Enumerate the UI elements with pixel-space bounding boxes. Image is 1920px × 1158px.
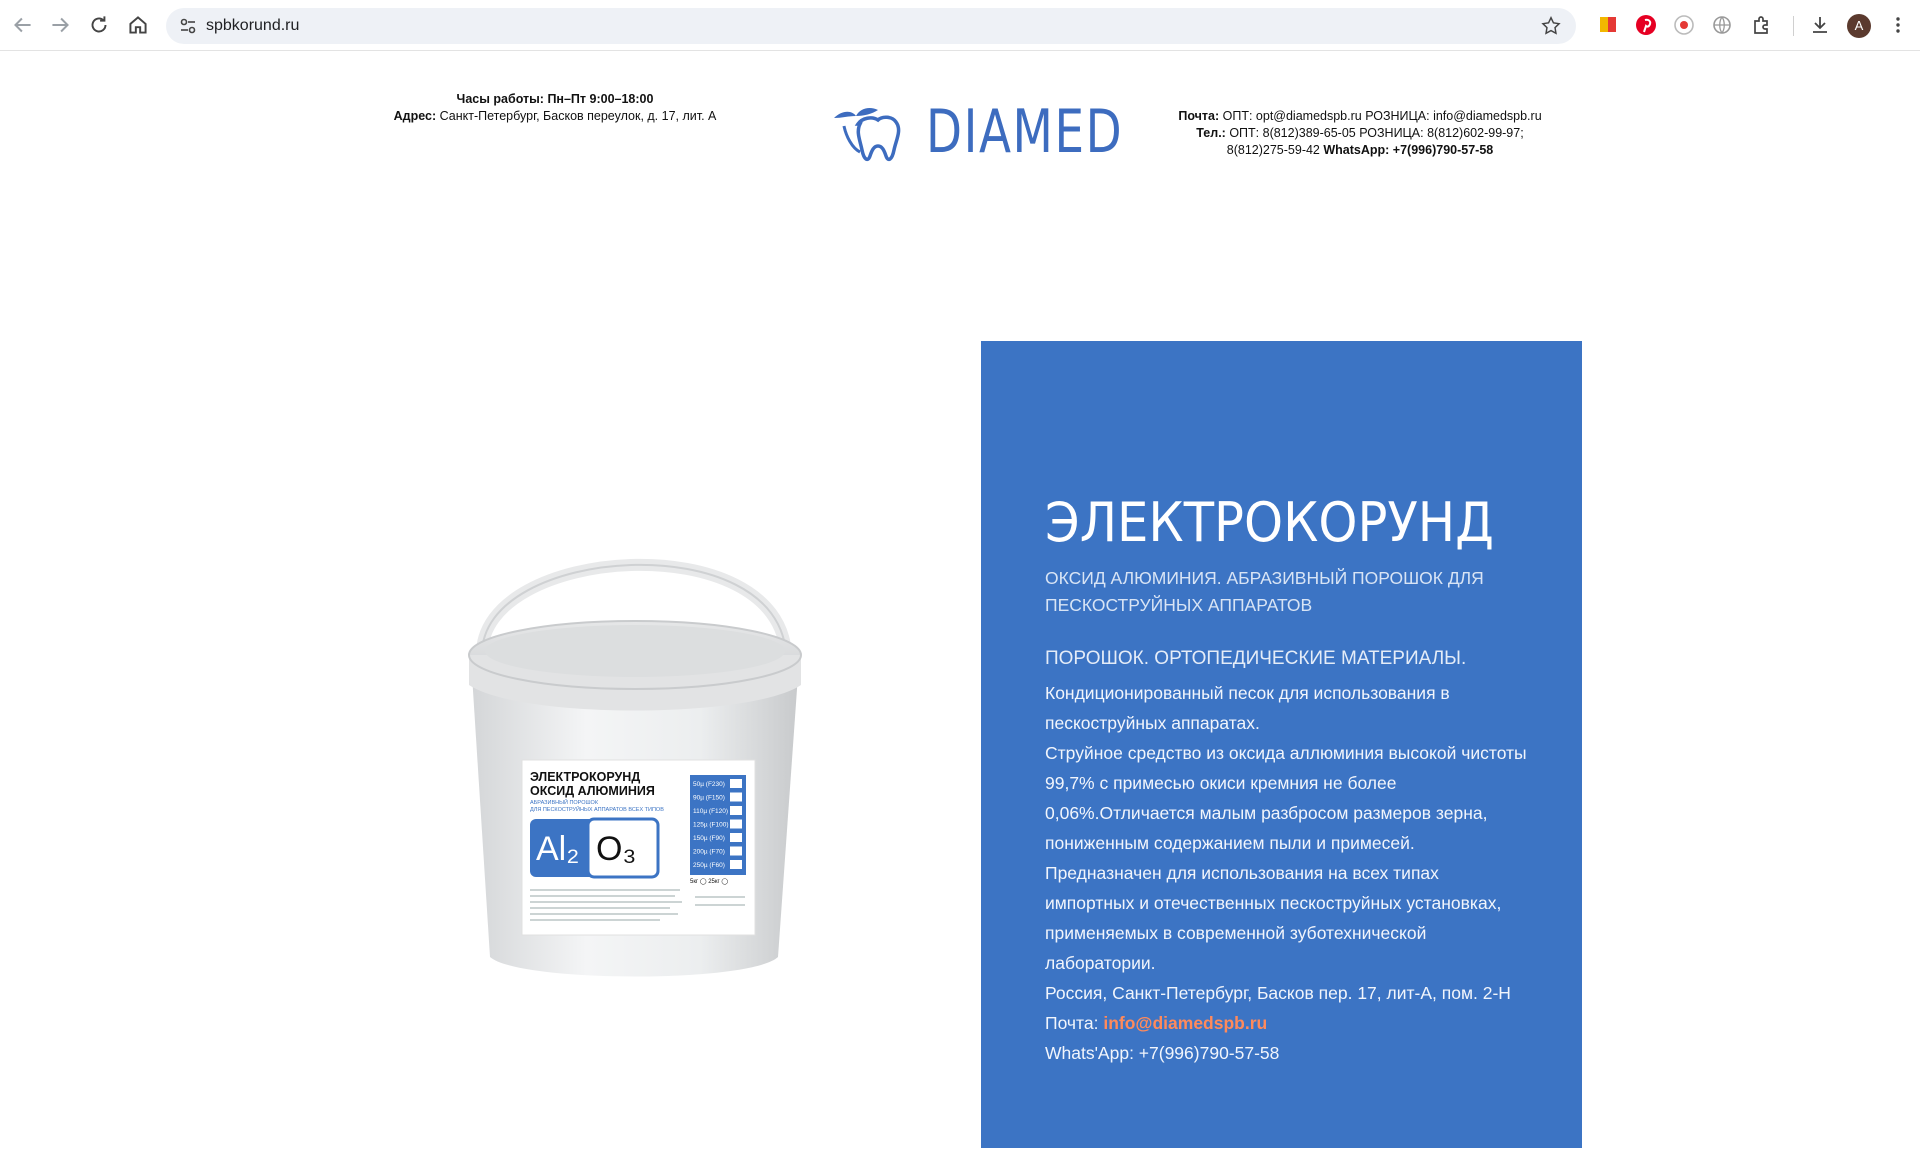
url-text[interactable]: spbkorund.ru [206,17,300,34]
description-line: Кондиционированный песок для использования в [1045,683,1450,703]
description-line: пониженным содержанием пыли и примесей. [1045,833,1415,853]
phone-value-2[interactable]: 8(812)275-59-42 [1226,143,1320,157]
description-line: лаборатории. [1045,953,1156,973]
profile-avatar[interactable]: A [1847,14,1871,38]
site-header [0,51,1920,181]
email-line [1045,1008,1525,1038]
phone-line-2 [1150,142,1570,159]
phone-line [1150,125,1570,142]
bookmark-star-icon[interactable] [1540,15,1562,37]
record-icon[interactable] [1672,13,1696,37]
grit-option: 90µ (F150) [693,794,725,802]
formula-right: O₃ [596,830,637,868]
whatsapp-header[interactable]: WhatsApp: +7(996)790-57-58 [1323,143,1494,157]
toolbar-divider [1793,16,1794,36]
globe-icon[interactable] [1710,13,1734,37]
download-icon[interactable] [1808,13,1832,37]
more-menu-icon[interactable] [1886,13,1910,37]
formula-left: Al₂ [536,830,580,868]
whatsapp-line[interactable]: Whats'App: +7(996)790-57-58 [1045,1043,1280,1063]
grit-checkbox [730,793,742,802]
grit-checkbox [730,833,742,842]
label-sub-2: ДЛЯ ПЕСКОСТРУЙНЫХ АППАРАТОВ ВСЕХ ТИПОВ [530,807,664,813]
email-label: Почта: [1045,1013,1099,1033]
site-info-icon[interactable] [176,14,200,38]
grit-checkbox [730,806,742,815]
label-title-2: ОКСИД АЛЮМИНИЯ [530,784,655,798]
grit-checkbox [730,860,742,869]
mail-label: Почта: [1178,109,1220,123]
grit-option: 125µ (F100) [693,821,729,829]
puzzle-icon[interactable] [1750,13,1774,37]
forward-arrow-icon[interactable] [47,12,73,38]
hero-subtitle [1045,565,1515,619]
grit-checkbox [730,820,742,829]
grit-option: 200µ (F70) [693,848,725,856]
reload-icon[interactable] [86,12,112,38]
mail-value[interactable]: ОПТ: opt@diamedspb.ru РОЗНИЦА: info@diamedspb.ru [1222,109,1542,123]
email-link[interactable]: info@diamedspb.ru [1103,1013,1268,1033]
pinterest-icon[interactable] [1634,13,1658,37]
working-hours: Часы работы: Пн–Пт 9:00–18:00 [456,92,654,106]
header-contacts [1150,108,1570,159]
header-hours-address [350,91,760,125]
grit-option: 110µ (F120) [693,808,729,815]
label-sub-1: АБРАЗИВНЫЙ ПОРОШОК [530,800,599,806]
description-line: Струйное средство из оксида аллюминия высокой чистоты [1045,743,1527,763]
weight-options: 5кг ◯ 25кг ◯ [690,879,729,885]
address-line: Россия, Санкт-Петербург, Басков пер. 17, лит-А, пом. 2-Н [1045,983,1511,1003]
tooth-leaf-icon [830,96,930,168]
label-title-1: ЭЛЕКТРОКОРУНД [530,770,641,784]
hero-subtitle-line-1: ОКСИД АЛЮМИНИЯ. АБРАЗИВНЫЙ ПОРОШОК ДЛЯ [1045,568,1484,588]
home-icon[interactable] [125,12,151,38]
grit-checkbox [730,847,742,856]
address-label: Адрес: [393,109,437,123]
description-line: Предназначен для использования на всех типах [1045,863,1439,883]
address-bar[interactable] [166,8,1576,44]
back-arrow-icon[interactable] [10,12,36,38]
phone-value[interactable]: ОПТ: 8(812)389-65-05 РОЗНИЦА: 8(812)602-99-97; [1229,126,1524,140]
grit-option: 150µ (F90) [693,835,725,842]
description-line: пескоструйных аппаратах. [1045,713,1260,733]
diamed-logo[interactable] [830,96,1124,168]
mail-line [1150,108,1570,125]
hero-title: ЭЛЕКТРОКОРУНД [1045,491,1494,554]
description-line: импортных и отечественных пескоструйных установках, [1045,893,1502,913]
extension-flag-icon[interactable] [1596,13,1620,37]
description-line: 0,06%.Отличается малым разбросом размеров зерна, [1045,803,1488,823]
address-line [350,108,760,125]
grit-option: 50µ (F230) [693,781,725,788]
address-value: Санкт-Петербург, Басков переулок, д. 17, лит. А [439,109,717,123]
logo-text: DIAMED [926,97,1124,167]
browser-toolbar [0,0,1920,51]
product-bucket-image [460,505,810,995]
hero-subtitle-line-2: ПЕСКОСТРУЙНЫХ АППАРАТОВ [1045,595,1313,615]
hero-description [1045,678,1525,1068]
description-line: 99,7% с примесью окиси кремния не более [1045,773,1397,793]
hero-category: ПОРОШОК. ОРТОПЕДИЧЕСКИЕ МАТЕРИАЛЫ. [1045,648,1467,669]
grit-option: 250µ (F60) [693,862,725,869]
description-line: применяемых в современной зуботехнической [1045,923,1427,943]
product-info-panel [981,341,1582,1148]
grit-checkbox [730,779,742,788]
phone-label: Тел.: [1196,126,1226,140]
